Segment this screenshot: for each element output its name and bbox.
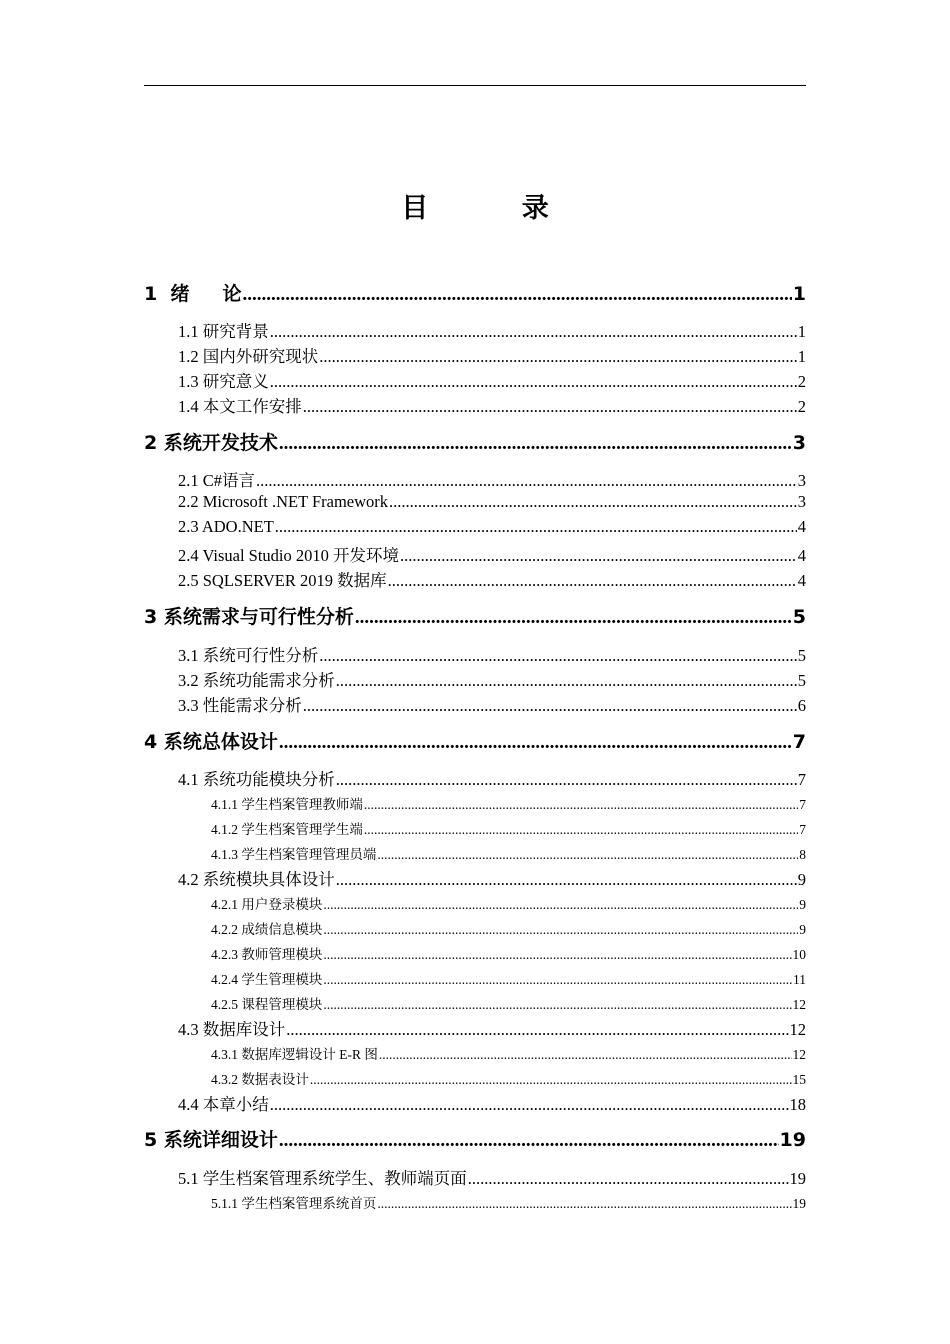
toc-entry-page: 4 [797, 571, 806, 591]
toc-dot-leader [323, 947, 791, 963]
toc-entry-page: 3 [797, 471, 806, 491]
toc-dot-leader [377, 847, 798, 863]
toc-entry-label: 4.2.2 成绩信息模块 [211, 922, 323, 938]
toc-entry-page: 7 [799, 797, 806, 813]
toc-entry[interactable] [211, 1192, 806, 1212]
toc-entry-label: 4.2.4 学生管理模块 [211, 972, 323, 988]
toc-dot-leader [379, 1047, 792, 1063]
toc-entry-label: 2.1 C#语言 [178, 471, 256, 491]
toc-entry-label: 4 系统总体设计 [144, 731, 278, 754]
toc-entry[interactable] [178, 343, 806, 367]
toc-entry[interactable] [178, 766, 806, 790]
toc-dot-leader [243, 284, 792, 306]
toc-entry-label: 1.1 研究背景 [178, 322, 269, 342]
toc-dot-leader [364, 797, 798, 813]
toc-dot-leader [303, 397, 797, 417]
toc-entry-page: 8 [799, 847, 806, 863]
toc-entry-label: 4.3 数据库设计 [178, 1020, 286, 1040]
toc-entry-page: 5 [792, 606, 806, 629]
toc-dot-leader [377, 1196, 791, 1212]
toc-entry-page: 7 [797, 770, 806, 790]
toc-entry[interactable] [178, 692, 806, 716]
toc-entry[interactable] [178, 567, 806, 591]
toc-entry-page: 7 [792, 731, 806, 754]
toc-entry-page: 5 [797, 646, 806, 666]
toc-entry-label: 1.4 本文工作安排 [178, 397, 302, 417]
toc-entry-page: 11 [793, 972, 806, 988]
toc-entry-label: 4.2.5 课程管理模块 [211, 997, 323, 1013]
toc-entry[interactable] [178, 866, 806, 890]
toc-dot-leader [319, 347, 797, 367]
toc-entry-page: 2 [797, 372, 806, 392]
toc-entry-page: 4 [797, 546, 806, 566]
toc-entry[interactable] [178, 517, 806, 537]
toc-entry-label: 2.5 SQLSERVER 2019 数据库 [178, 571, 387, 591]
toc-entry-label: 1 绪 论 [144, 283, 242, 306]
toc-entry-label: 5.1 学生档案管理系统学生、教师端页面 [178, 1169, 467, 1189]
toc-entry-page: 7 [799, 822, 806, 838]
toc-entry[interactable] [144, 602, 806, 629]
toc-entry-label: 4.2.3 教师管理模块 [211, 947, 323, 963]
toc-entry-page: 19 [789, 1169, 806, 1189]
toc-dot-leader [310, 1072, 792, 1088]
toc-entry-label: 3.3 性能需求分析 [178, 696, 302, 716]
toc-entry-page: 9 [799, 922, 806, 938]
toc-dot-leader [270, 322, 797, 342]
toc-entry-page: 12 [792, 1047, 806, 1063]
toc-entry[interactable] [144, 1125, 806, 1152]
toc-entry-page: 18 [789, 1095, 806, 1115]
toc-entry-page: 9 [797, 870, 806, 890]
toc-entry-page: 9 [799, 897, 806, 913]
toc-entry[interactable] [178, 467, 806, 491]
toc-dot-leader [279, 732, 792, 754]
toc-entry-label: 1.3 研究意义 [178, 372, 269, 392]
toc-entry[interactable] [178, 667, 806, 691]
toc-dot-leader [319, 646, 797, 666]
toc-entry[interactable] [211, 818, 806, 838]
toc-entry-label: 4.1.2 学生档案管理学生端 [211, 822, 363, 838]
toc-entry-label: 4.2 系统模块具体设计 [178, 870, 335, 890]
toc-entry-label: 5.1.1 学生档案管理系统首页 [211, 1196, 377, 1212]
toc-dot-leader [303, 696, 797, 716]
toc-entry[interactable] [178, 1165, 806, 1189]
toc-entry[interactable] [211, 943, 806, 963]
toc-entry-page: 5 [797, 671, 806, 691]
toc-dot-leader [389, 492, 797, 512]
toc-entry-label: 4.1 系统功能模块分析 [178, 770, 335, 790]
toc-entry-label: 2.4 Visual Studio 2010 开发环境 [178, 546, 400, 566]
toc-dot-leader [388, 571, 797, 591]
toc-dot-leader [336, 870, 797, 890]
toc-dot-leader [323, 922, 798, 938]
toc-entry[interactable] [211, 843, 806, 863]
toc-entry[interactable] [178, 393, 806, 417]
toc-entry[interactable] [178, 492, 806, 512]
toc-entry-label: 5 系统详细设计 [144, 1129, 278, 1152]
toc-dot-leader [364, 822, 798, 838]
toc-entry-label: 4.3.2 数据表设计 [211, 1072, 309, 1088]
toc-entry-label: 1.2 国内外研究现状 [178, 347, 319, 367]
toc-entry-page: 3 [792, 432, 806, 455]
toc-entry[interactable] [211, 993, 806, 1013]
toc-dot-leader [270, 1095, 789, 1115]
toc-dot-leader [355, 607, 792, 629]
toc-entry-page: 1 [797, 322, 806, 342]
toc-dot-leader [275, 517, 797, 537]
toc-entry-page: 1 [792, 283, 806, 306]
toc-entry-page: 15 [792, 1072, 806, 1088]
toc-entry[interactable] [211, 968, 806, 988]
toc-entry[interactable] [144, 727, 806, 754]
toc-entry-label: 4.1.3 学生档案管理管理员端 [211, 847, 377, 863]
toc-dot-leader [323, 897, 798, 913]
toc-entry[interactable] [211, 1043, 806, 1063]
toc-entry-label: 4.2.1 用户登录模块 [211, 897, 323, 913]
toc-entry[interactable] [211, 918, 806, 938]
toc-dot-leader [336, 671, 797, 691]
toc-dot-leader [400, 546, 797, 566]
toc-entry-label: 3.1 系统可行性分析 [178, 646, 319, 666]
toc-entry-label: 2.3 ADO.NET [178, 517, 274, 537]
toc-dot-leader [323, 972, 792, 988]
toc-entry-page: 10 [792, 947, 806, 963]
toc-entry-label: 2 系统开发技术 [144, 432, 278, 455]
toc-entry[interactable] [144, 279, 806, 306]
toc-entry-page: 2 [797, 397, 806, 417]
toc-entry-label: 4.1.1 学生档案管理教师端 [211, 797, 363, 813]
toc-entry-page: 12 [789, 1020, 806, 1040]
toc-entry[interactable] [178, 1091, 806, 1115]
toc-dot-leader [270, 372, 797, 392]
toc-dot-leader [256, 471, 797, 491]
toc-entry-label: 4.3.1 数据库逻辑设计 E-R 图 [211, 1047, 378, 1063]
toc-entry[interactable] [178, 542, 806, 566]
toc-entry[interactable] [211, 893, 806, 913]
toc-entry-page: 19 [792, 1196, 806, 1212]
toc-entry-label: 3.2 系统功能需求分析 [178, 671, 335, 691]
toc-entry[interactable] [211, 793, 806, 813]
toc-entry-page: 12 [792, 997, 806, 1013]
toc-dot-leader [279, 433, 792, 455]
toc-entry-label: 4.4 本章小结 [178, 1095, 269, 1115]
toc-entry-page: 19 [779, 1129, 806, 1152]
toc-entry-page: 6 [797, 696, 806, 716]
toc-dot-leader [323, 997, 791, 1013]
toc-dot-leader [336, 770, 797, 790]
page-title: 目 录 [401, 193, 591, 224]
toc-entry[interactable] [178, 642, 806, 666]
toc-dot-leader [279, 1130, 779, 1152]
toc-entry-page: 1 [797, 347, 806, 367]
toc-entry[interactable] [144, 428, 806, 455]
toc-dot-leader [468, 1169, 789, 1189]
toc-entry[interactable] [178, 1016, 806, 1040]
toc-entry[interactable] [178, 318, 806, 342]
toc-entry[interactable] [178, 368, 806, 392]
toc-entry-page: 3 [797, 492, 806, 512]
toc-entry-label: 2.2 Microsoft .NET Framework [178, 492, 389, 512]
toc-entry-label: 3 系统需求与可行性分析 [144, 606, 354, 629]
toc-entry[interactable] [211, 1068, 806, 1088]
toc-dot-leader [286, 1020, 788, 1040]
toc-entry-page: 4 [797, 517, 806, 537]
